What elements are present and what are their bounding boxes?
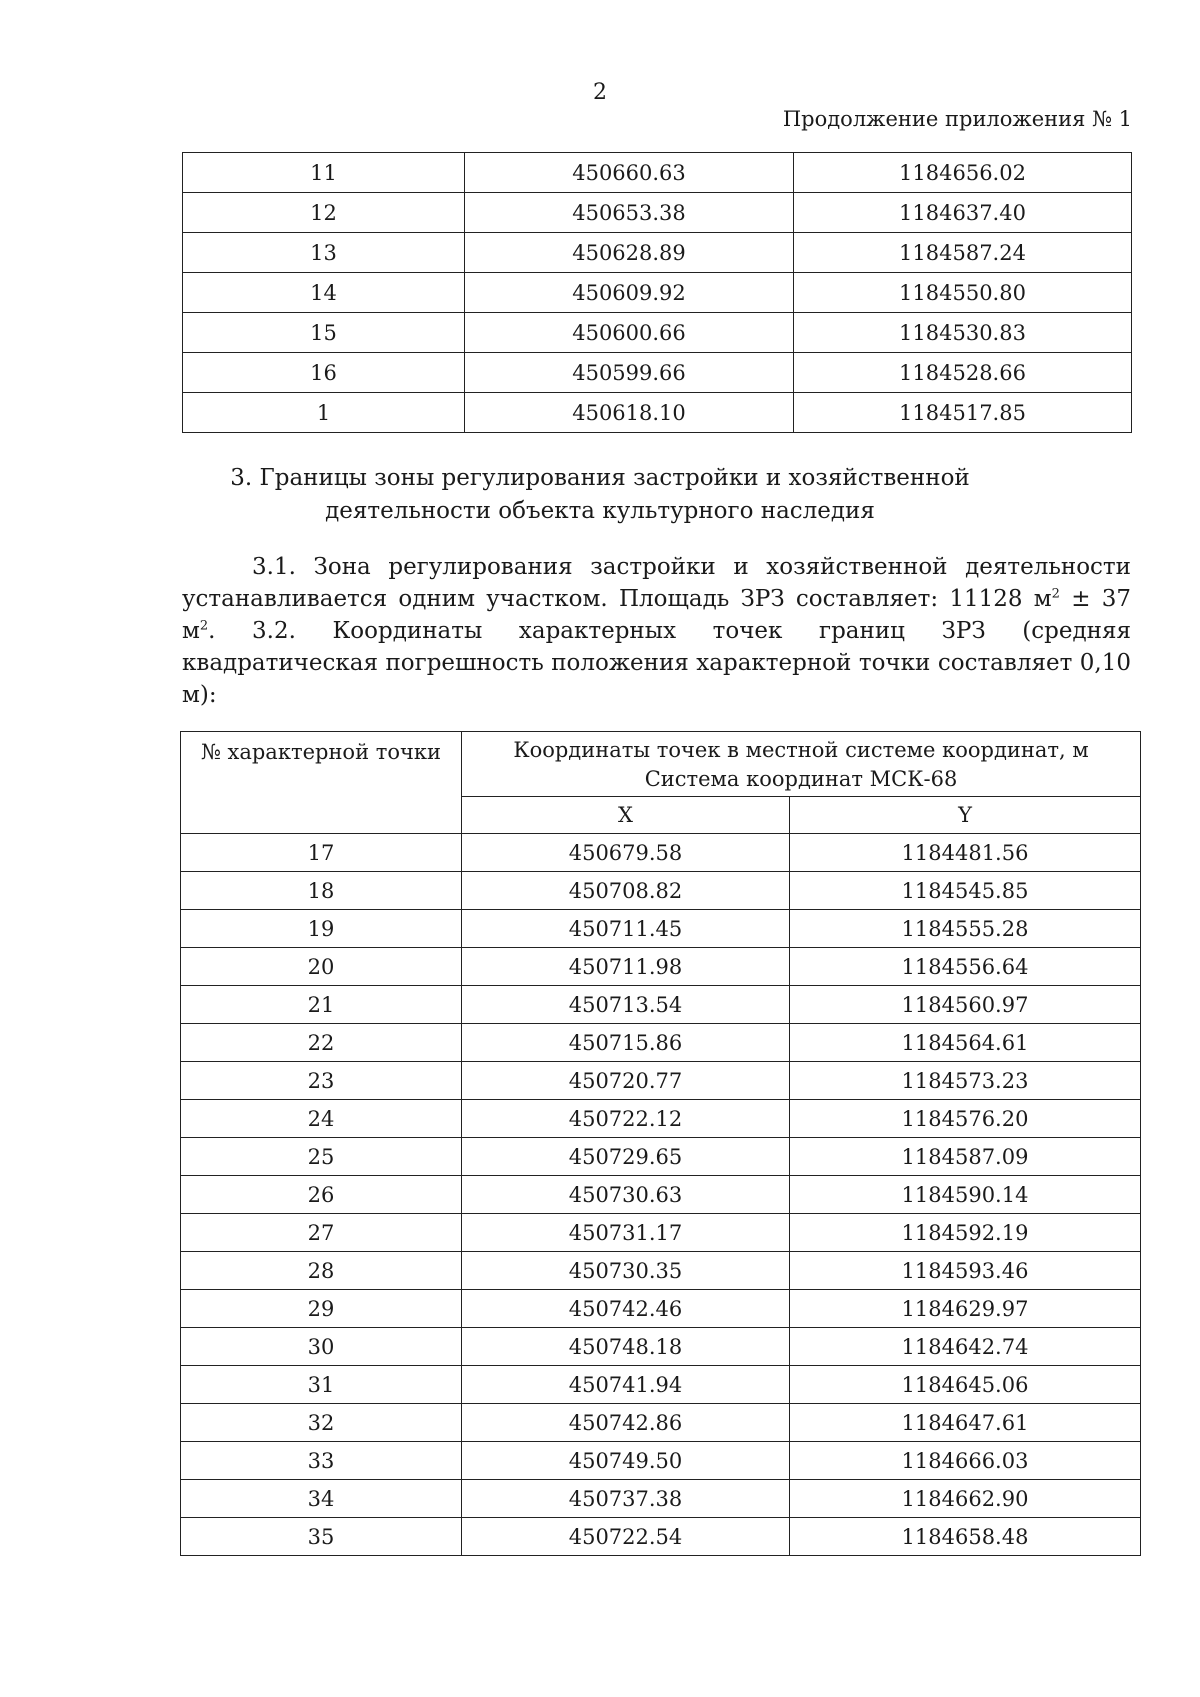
x-coordinate-cell: 450722.54 [462, 1518, 790, 1556]
point-number-cell: 14 [183, 273, 465, 313]
y-coordinate-cell: 1184564.61 [790, 1024, 1141, 1062]
y-coordinate-cell: 1184592.19 [790, 1214, 1141, 1252]
table-row [181, 1214, 1141, 1252]
x-coordinate-cell: 450599.66 [465, 353, 794, 393]
y-coordinate-cell: 1184645.06 [790, 1366, 1141, 1404]
section-heading [0, 462, 1200, 528]
x-coordinate-cell: 450749.50 [462, 1442, 790, 1480]
table-row [181, 1518, 1141, 1556]
table-row [183, 233, 1132, 273]
point-number-cell: 17 [181, 834, 462, 872]
table-row [181, 1138, 1141, 1176]
column-header-coordinates [462, 732, 1141, 797]
point-number-cell: 32 [181, 1404, 462, 1442]
y-coordinate-cell: 1184587.09 [790, 1138, 1141, 1176]
point-number-cell: 35 [181, 1518, 462, 1556]
y-coordinate-cell: 1184656.02 [794, 153, 1132, 193]
section-heading-line-1: 3. Границы зоны регулирования застройки и хозяйственной [230, 465, 970, 491]
point-number-cell: 29 [181, 1290, 462, 1328]
table-row [181, 1442, 1141, 1480]
point-number-cell: 22 [181, 1024, 462, 1062]
column-header-coordinates-line-2: Система координат МСК-68 [644, 767, 958, 791]
point-number-cell: 33 [181, 1442, 462, 1480]
y-coordinate-cell: 1184647.61 [790, 1404, 1141, 1442]
table-row [183, 193, 1132, 233]
y-coordinate-cell: 1184560.97 [790, 986, 1141, 1024]
table-row [181, 1366, 1141, 1404]
table-row [181, 1100, 1141, 1138]
table-row [183, 313, 1132, 353]
point-number-cell: 18 [181, 872, 462, 910]
point-number-cell: 1 [183, 393, 465, 433]
table-row [183, 393, 1132, 433]
table-row [181, 834, 1141, 872]
point-number-cell: 16 [183, 353, 465, 393]
x-coordinate-cell: 450713.54 [462, 986, 790, 1024]
x-coordinate-cell: 450708.82 [462, 872, 790, 910]
table-row [181, 948, 1141, 986]
x-coordinate-cell: 450715.86 [462, 1024, 790, 1062]
x-coordinate-cell: 450600.66 [465, 313, 794, 353]
x-coordinate-cell: 450741.94 [462, 1366, 790, 1404]
x-coordinate-cell: 450722.12 [462, 1100, 790, 1138]
y-coordinate-cell: 1184642.74 [790, 1328, 1141, 1366]
area-unit-superscript: 2 [1051, 586, 1060, 602]
page-number: 2 [593, 80, 607, 105]
point-number-cell: 11 [183, 153, 465, 193]
y-coordinate-cell: 1184590.14 [790, 1176, 1141, 1214]
x-coordinate-cell: 450737.38 [462, 1480, 790, 1518]
paragraph-3-1-end: . [208, 618, 216, 644]
y-coordinate-cell: 1184593.46 [790, 1252, 1141, 1290]
y-coordinate-cell: 1184481.56 [790, 834, 1141, 872]
point-number-cell: 24 [181, 1100, 462, 1138]
y-coordinate-cell: 1184556.64 [790, 948, 1141, 986]
paragraph-3-2 [182, 615, 1131, 711]
point-number-cell: 30 [181, 1328, 462, 1366]
x-coordinate-cell: 450711.45 [462, 910, 790, 948]
point-number-cell: 20 [181, 948, 462, 986]
x-coordinate-cell: 450660.63 [465, 153, 794, 193]
point-number-cell: 26 [181, 1176, 462, 1214]
point-number-cell: 13 [183, 233, 465, 273]
point-number-cell: 31 [181, 1366, 462, 1404]
appendix-note: Продолжение приложения № 1 [782, 107, 1132, 131]
point-number-cell: 21 [181, 986, 462, 1024]
point-number-cell: 15 [183, 313, 465, 353]
y-coordinate-cell: 1184528.66 [794, 353, 1132, 393]
column-header-x: X [462, 797, 790, 834]
coordinates-table-continued-body [183, 153, 1132, 433]
table-row [181, 1176, 1141, 1214]
x-coordinate-cell: 450609.92 [465, 273, 794, 313]
x-coordinate-cell: 450653.38 [465, 193, 794, 233]
point-number-cell: 25 [181, 1138, 462, 1176]
y-coordinate-cell: 1184662.90 [790, 1480, 1141, 1518]
zrz-coordinates-table [180, 731, 1141, 1556]
section-heading-line-2: деятельности объекта культурного наследия [325, 498, 875, 524]
table-row [181, 1252, 1141, 1290]
coordinates-table-continued [182, 152, 1132, 433]
zrz-coordinates-table-body [181, 834, 1141, 1556]
y-coordinate-cell: 1184573.23 [790, 1062, 1141, 1100]
column-header-point-number: № характерной точки [181, 732, 462, 834]
table-row [181, 1062, 1141, 1100]
point-number-cell: 28 [181, 1252, 462, 1290]
y-coordinate-cell: 1184658.48 [790, 1518, 1141, 1556]
y-coordinate-cell: 1184550.80 [794, 273, 1132, 313]
paragraph-3-1-text: 3.1. Зона регулирования застройки и хозяйственной деятельности устанавливается одним участком. Площадь ЗРЗ составляет: 11128 м [182, 554, 1131, 612]
table-row [181, 1290, 1141, 1328]
paragraph-3-2-text: 3.2. Координаты характерных точек границ ЗРЗ (средняя квадратическая погрешность положения характерной точки составляет 0,10 м): [182, 618, 1131, 708]
y-coordinate-cell: 1184587.24 [794, 233, 1132, 273]
y-coordinate-cell: 1184545.85 [790, 872, 1141, 910]
y-coordinate-cell: 1184517.85 [794, 393, 1132, 433]
x-coordinate-cell: 450720.77 [462, 1062, 790, 1100]
point-number-cell: 12 [183, 193, 465, 233]
x-coordinate-cell: 450618.10 [465, 393, 794, 433]
column-header-y: Y [790, 797, 1141, 834]
x-coordinate-cell: 450730.35 [462, 1252, 790, 1290]
x-coordinate-cell: 450679.58 [462, 834, 790, 872]
x-coordinate-cell: 450730.63 [462, 1176, 790, 1214]
point-number-cell: 23 [181, 1062, 462, 1100]
table-row [181, 1480, 1141, 1518]
column-header-coordinates-line-1: Координаты точек в местной системе координат, м [513, 738, 1089, 762]
table-row [181, 986, 1141, 1024]
area-tolerance-text: ± 37 м [182, 586, 1131, 644]
y-coordinate-cell: 1184555.28 [790, 910, 1141, 948]
y-coordinate-cell: 1184576.20 [790, 1100, 1141, 1138]
y-coordinate-cell: 1184666.03 [790, 1442, 1141, 1480]
table-row [183, 153, 1132, 193]
y-coordinate-cell: 1184530.83 [794, 313, 1132, 353]
y-coordinate-cell: 1184629.97 [790, 1290, 1141, 1328]
tolerance-unit-superscript: 2 [199, 618, 209, 634]
table-row [183, 273, 1132, 313]
x-coordinate-cell: 450729.65 [462, 1138, 790, 1176]
x-coordinate-cell: 450748.18 [462, 1328, 790, 1366]
table-row [183, 353, 1132, 393]
x-coordinate-cell: 450742.46 [462, 1290, 790, 1328]
table-row [181, 910, 1141, 948]
point-number-cell: 19 [181, 910, 462, 948]
table-row [181, 1328, 1141, 1366]
table-row [181, 1024, 1141, 1062]
table-row [181, 1404, 1141, 1442]
point-number-cell: 34 [181, 1480, 462, 1518]
x-coordinate-cell: 450711.98 [462, 948, 790, 986]
point-number-cell: 27 [181, 1214, 462, 1252]
x-coordinate-cell: 450628.89 [465, 233, 794, 273]
table-row [181, 872, 1141, 910]
x-coordinate-cell: 450731.17 [462, 1214, 790, 1252]
y-coordinate-cell: 1184637.40 [794, 193, 1132, 233]
x-coordinate-cell: 450742.86 [462, 1404, 790, 1442]
